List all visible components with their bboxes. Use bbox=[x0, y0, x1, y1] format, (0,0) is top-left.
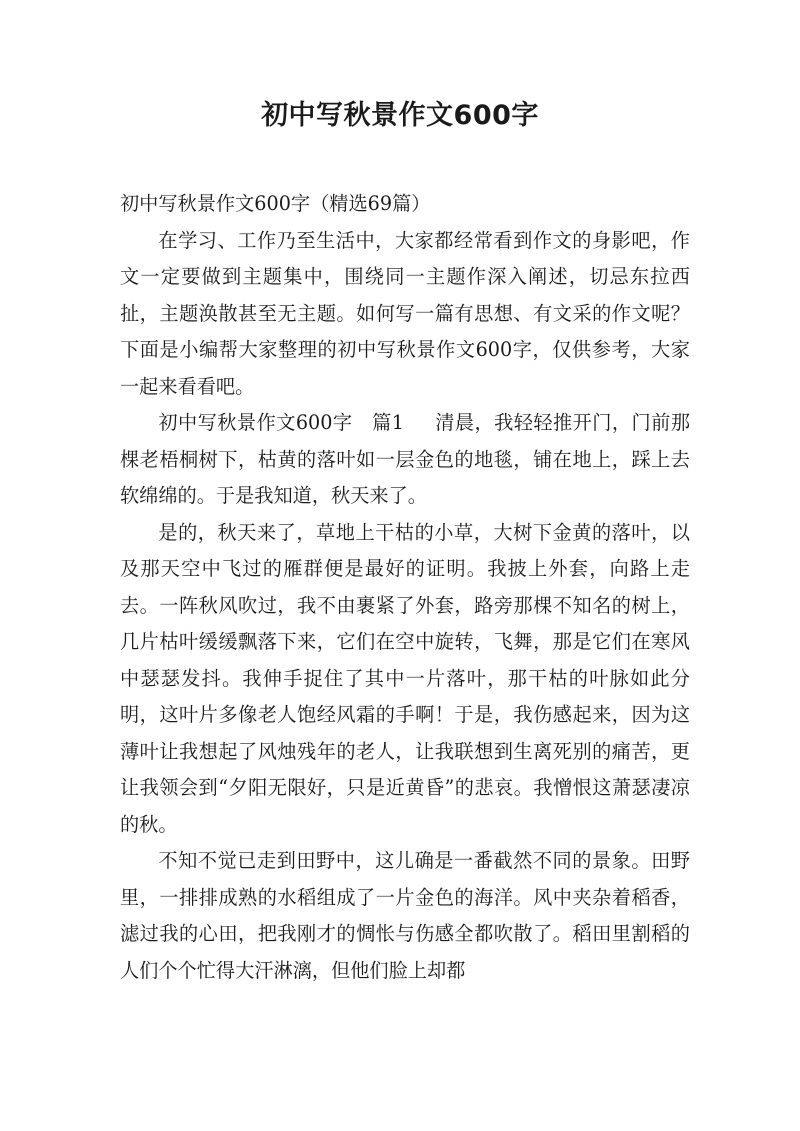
document-title: 初中写秋景作文600字 bbox=[261, 100, 539, 131]
document-subtitle: 初中写秋景作文600字（精选69篇） bbox=[120, 192, 431, 215]
essay-paragraph-2: 是的，秋天来了，草地上干枯的小草，大树下金黄的落叶，以及那天空中飞过的雁群便是最好的证明。我披上外套，向路上走去。一阵秋风吹过，我不由裹紧了外套，路旁那棵不知名的树上，几片枯叶缓缓飘落下来，它们在空中旋转，飞舞，那是它们在寒风中瑟瑟发抖。我伸手捉住了其中一片落叶，那干枯的叶脉如此分明，这叶片多像老人饱经风霜的手啊！于是，我伤感起来，因为这薄叶让我想起了风烛残年的老人，让我联想到生离死别的痛苦，更让我领会到“夕阳无限好，只是近黄昏”的悲哀。我憎恨这萧瑟凄凉的秋。 bbox=[120, 520, 690, 836]
essay-paragraph-3: 不知不觉已走到田野中，这儿确是一番截然不同的景象。田野里，一排排成熟的水稻组成了一片金色的海洋。风中夹杂着稻香，滤过我的心田，把我刚才的惆怅与伤感全都吹散了。稻田里割稻的人们个个忙得大汗淋漓，但他们脸上却都 bbox=[120, 849, 690, 982]
intro-paragraph: 在学习、工作乃至生活中，大家都经常看到作文的身影吧，作文一定要做到主题集中，围绕同一主题作深入阐述，切忌东拉西扯，主题涣散甚至无主题。如何写一篇有思想、有文采的作文呢？下面是小编帮大家整理的初中写秋景作文600字，仅供参考，大家一起来看看吧。 bbox=[120, 228, 690, 398]
paragraph-text: 清晨，我轻轻推开门，门前那棵老梧桐树下，枯黄的落叶如一层金色的地毯，铺在地上，踩上去软绵绵的。于是我知道，秋天来了。 bbox=[120, 411, 691, 507]
essay-paragraph-1 bbox=[120, 405, 690, 515]
document-body bbox=[120, 186, 690, 989]
section-heading: 初中写秋景作文600字 篇1 bbox=[158, 411, 405, 434]
